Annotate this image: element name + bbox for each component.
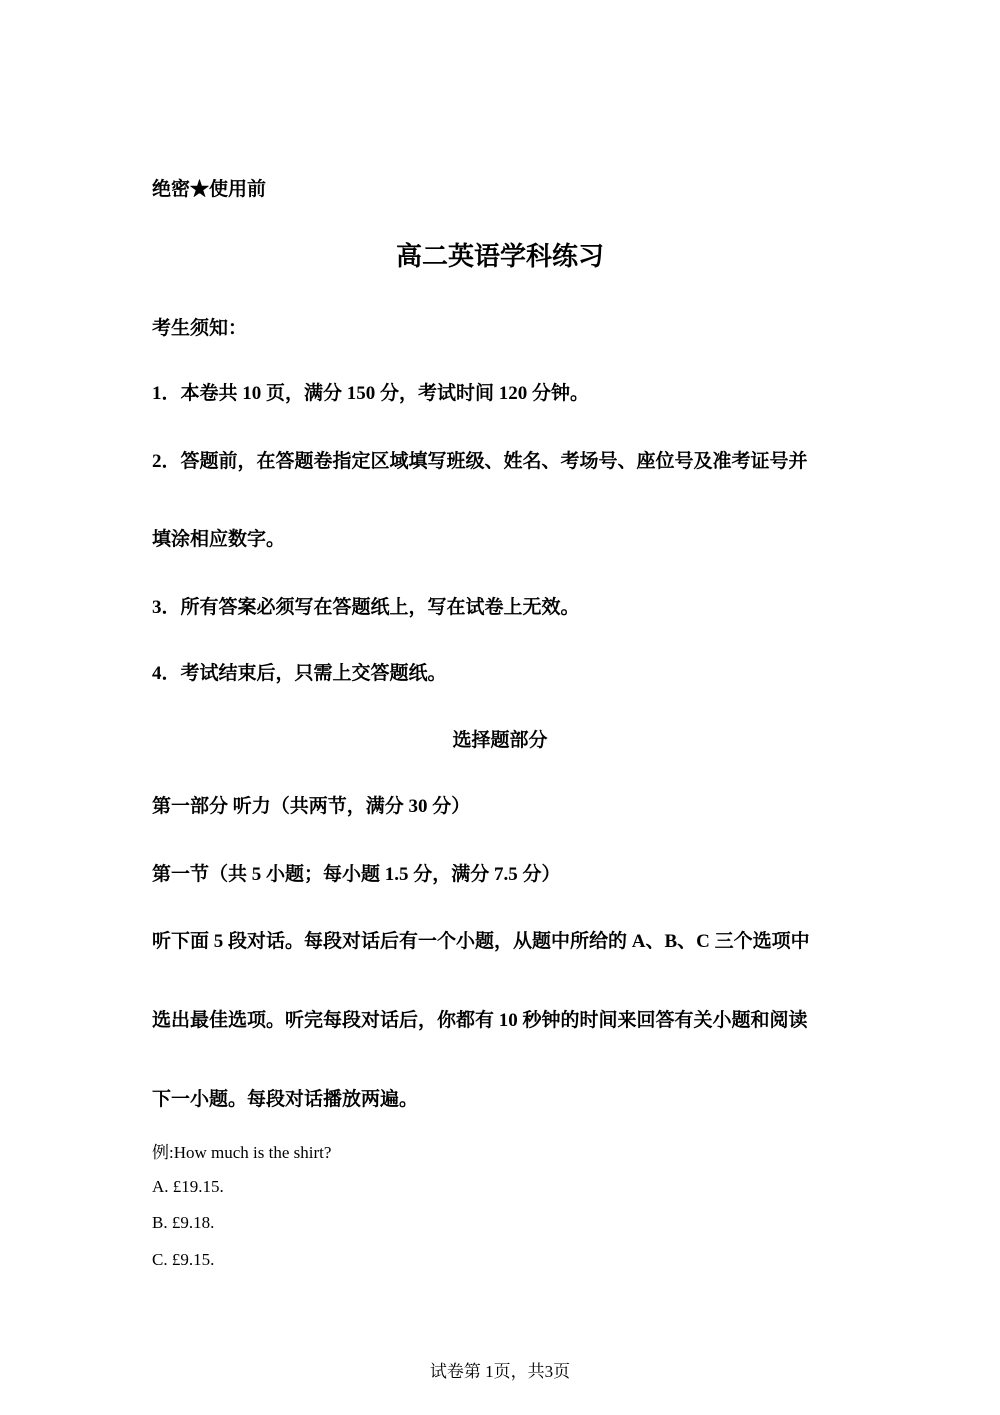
example-option-a: A. £19.15. [152,1177,224,1196]
section-title: 选择题部分 [452,730,548,751]
example-question: 例:How much is the shirt? [152,1143,332,1162]
notice-item-2-cont: 填涂相应数字。 [152,529,286,550]
notice-item-2: 2．答题前，在答题卷指定区域填写班级、姓名、考场号、座位号及准考证号并 [152,451,808,472]
page-title: 高二英语学科练习 [395,242,604,271]
example-option-b: B. £9.18. [152,1213,215,1232]
example-option-c: C. £9.15. [152,1250,215,1269]
instruction-line-2: 选出最佳选项。听完每段对话后，你都有 10 秒钟的时间来回答有关小题和阅读 [152,1010,808,1031]
part-heading: 第一部分 听力（共两节，满分 30 分） [152,796,471,817]
page-footer: 试卷第 1页，共3页 [429,1362,571,1381]
notice-heading: 考生须知： [152,318,248,339]
notice-item-3: 3．所有答案必须写在答题纸上，写在试卷上无效。 [152,597,580,618]
instruction-line-1: 听下面 5 段对话。每段对话后有一个小题，从题中所给的 A、B、C 三个选项中 [152,931,810,952]
notice-item-1: 1．本卷共 10 页，满分 150 分，考试时间 120 分钟。 [152,383,590,404]
confidential-label: 绝密★使用前 [152,179,267,200]
instruction-line-3: 下一小题。每段对话播放两遍。 [152,1089,419,1110]
subsection-heading: 第一节（共 5 小题；每小题 1.5 分，满分 7.5 分） [152,864,561,885]
notice-item-4: 4．考试结束后，只需上交答题纸。 [152,663,447,684]
